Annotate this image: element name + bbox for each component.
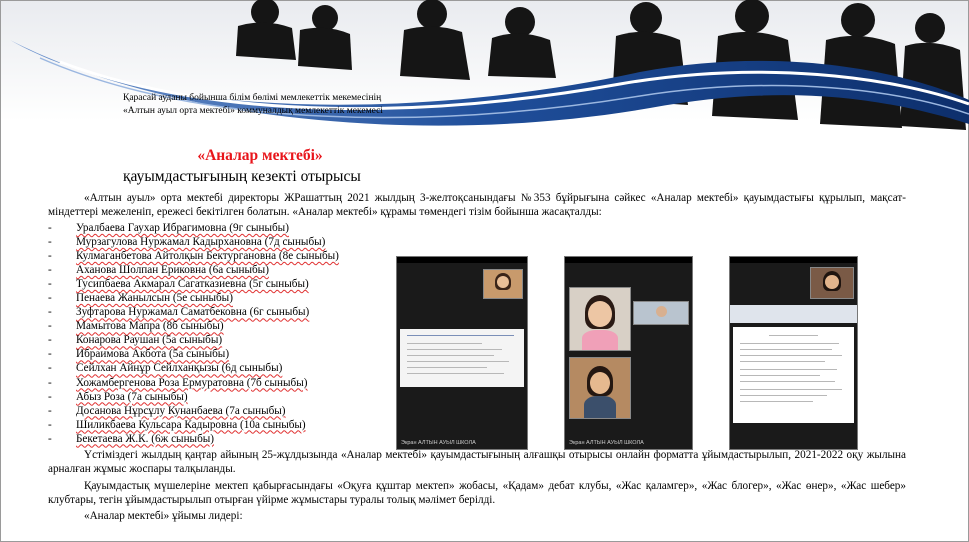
list-item: - Зуфтарова Нуржамал Саматбековна (6г сыныбы) <box>48 306 310 319</box>
participant-video-tile <box>483 269 523 299</box>
meeting-screenshot-3 <box>729 256 858 450</box>
list-item: - Конарова Раушан (5а сыныбы) <box>48 334 223 347</box>
list-item: - Сейлхан Айнұр Сейлханқызы (6д сыныбы) <box>48 362 283 375</box>
participant-video-tile <box>569 357 631 419</box>
list-item: - Мурзагулова Нуржамал Кадырхановна (7д сыныбы) <box>48 236 326 249</box>
meeting-screenshot-2 <box>564 256 693 450</box>
members-list <box>48 221 339 446</box>
information-paragraph: Қауымдастық мүшелеріне мектеп қабырғасындағы «Оқуға құштар мектеп» жобасы, «Қадам» дебат клубы, «Жас қаламгер», «Жас блогер», «Жас өнер», «Жас шебер» клубтары, тегін ұйымдастырылып отырған үйірме жұмыстары туралы толық мәлімет берілді. <box>48 480 906 506</box>
org-line-1: Қарасай ауданы бойынша білім бөлімі мемлекеттік мекемесінің <box>123 93 382 103</box>
document-title: «Аналар мектебі» <box>197 147 323 164</box>
list-item: - Пенаева Жанылсын (5е сыныбы) <box>48 292 233 305</box>
list-item: - Тусипбаева Акмарал Сагатказиевна (5г сыныбы) <box>48 278 309 291</box>
list-item: - Шиликбаева Кульсара Кадыровна (10а сыныбы) <box>48 418 306 431</box>
shared-document-thumbnail <box>733 327 854 423</box>
meeting-screenshot-1 <box>396 256 528 450</box>
screenshot-caption: Экран АЛТЫН АУЫЛ ШКОЛА <box>569 440 644 446</box>
list-item: - Ибраимова Акбота (5а сыныбы) <box>48 348 230 361</box>
leader-paragraph: «Аналар мектебі» ұйымы лидері: <box>84 510 243 522</box>
list-item: - Хожамбергенова Роза Ермуратовна (7б сыныбы) <box>48 376 308 389</box>
list-item: - Уралбаева Гаухар Ибрагимовна (9г сыныбы) <box>48 222 289 234</box>
org-line-2: «Алтын ауыл орта мектебі» коммуналдық мемлекеттік мекемесі <box>123 106 383 116</box>
list-item: - Бекетаева Ж.К. (6ж сыныбы) <box>48 432 215 445</box>
list-item: - Аханова Шолпан Ериковна (6а сыныбы) <box>48 264 269 277</box>
document-subtitle: қауымдастығының кезекті отырысы <box>123 168 361 185</box>
document-toolbar <box>730 305 857 323</box>
list-item: - Досанова Нұрсұлу Кунанбаева (7а сыныбы) <box>48 404 286 417</box>
shared-document-thumbnail <box>400 329 524 387</box>
screenshot-caption: Экран АЛТЫН АУЫЛ ШКОЛА <box>401 440 476 446</box>
list-item: - Кулмаганбетова Айтолқын Бектургановна (8е сыныбы) <box>48 250 339 263</box>
meeting-paragraph: Үстіміздегі жылдың қаңтар айының 25-жұлдызында «Аналар мектебі» қауымдастығының алғашқы отырысы онлайн форматта ұйымдастырылып, 2021-2022 оқу жылына арналған жұмыс жоспары талқыланды. <box>48 449 906 475</box>
participant-video-tile <box>633 301 689 325</box>
intro-paragraph: «Алтын ауыл» орта мектебі директоры ЖРашаттың 2021 жылдың 3-желтоқсанындағы №353 бұйрығына сәйкес «Аналар мектебі» қауымдастығы құрылып, мақсат-міндеттері межеленіп, ережесі бекітілген болатын. «Аналар мектебі» құрамы төмендегі тізім бойынша жасақталды: <box>48 192 906 218</box>
list-item: - Мамытова Мапра (8б сыныбы) <box>48 320 224 333</box>
organization-header <box>123 92 423 118</box>
participant-video-tile <box>810 267 854 299</box>
participant-video-tile <box>569 287 631 351</box>
list-item: - Абыз Роза (7а сыныбы) <box>48 390 188 403</box>
